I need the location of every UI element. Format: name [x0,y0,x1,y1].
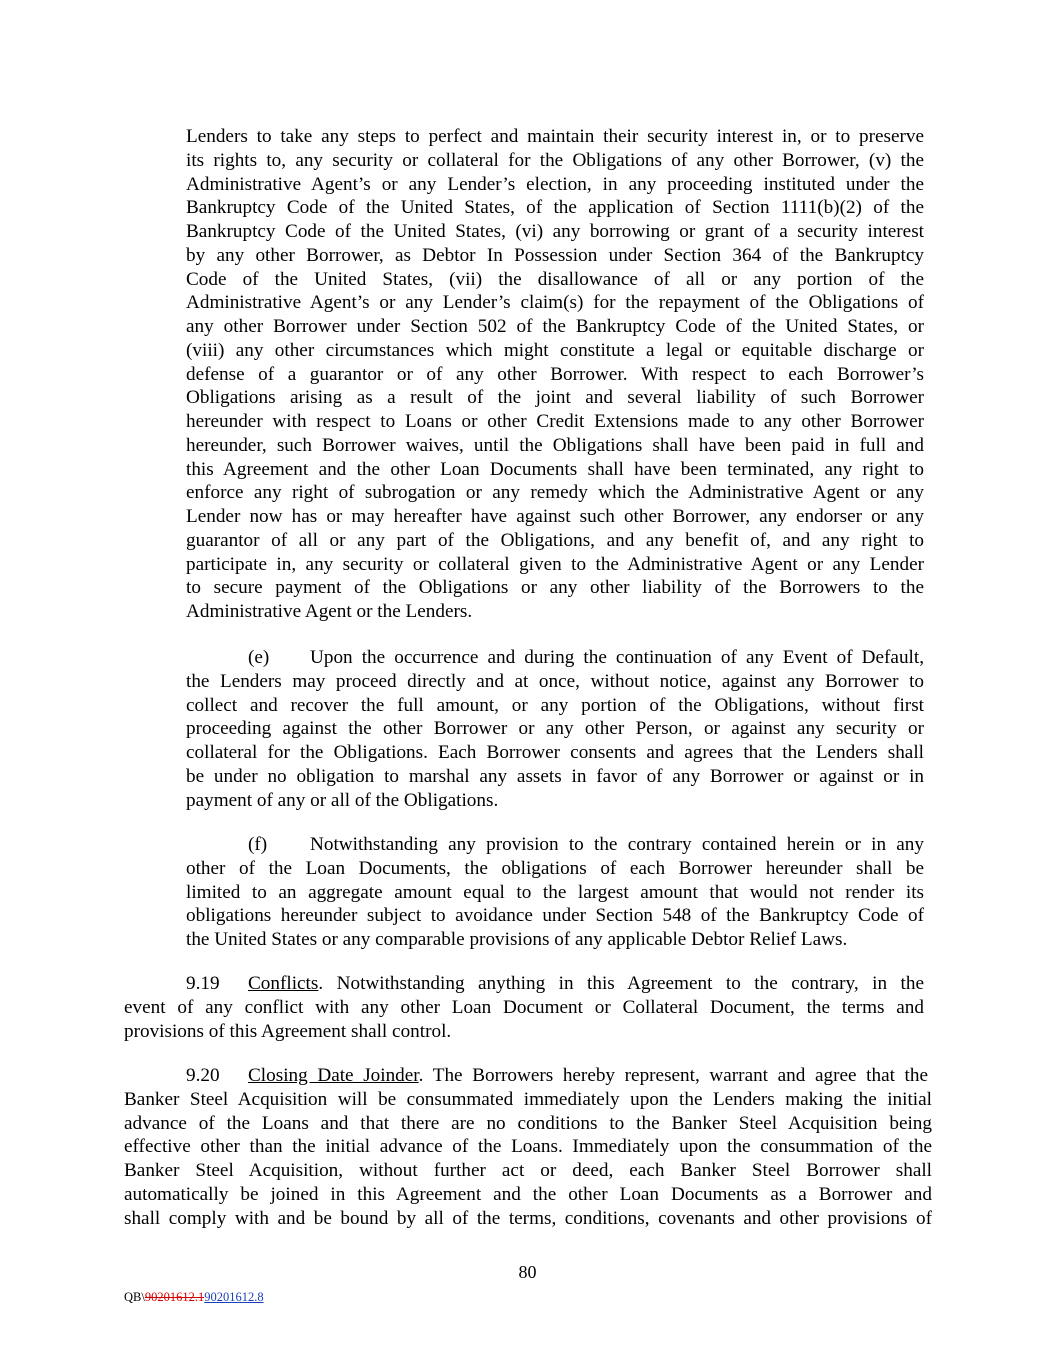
section-9-20-number: 9.20 [186,1065,220,1086]
text-line: (viii) any other circumstances which might constitute a legal or equitable discharge or [186,339,924,361]
text-line: hereunder with respect to Loans or other Credit Extensions made to any other Borrower [186,411,924,432]
text-line: effective other than the initial advance of the Loans. Immediately upon the consummation of the [124,1136,932,1158]
text-line: Banker Steel Acquisition will be consummated immediately upon the Lenders making the initial [124,1088,932,1110]
text-line: the United States or any comparable provisions of any applicable Debtor Relief Laws. [186,929,848,950]
section-9-19 [124,972,924,1043]
paragraph-e [186,646,924,812]
text-line: any other Borrower under Section 502 of the Bankruptcy Code of the United States, or [186,316,924,337]
text-line: participate in, any security or collateral given to the Administrative Agent or any Lender [186,553,924,575]
text-line: this Agreement and the other Loan Documents shall have been terminated, any right to [186,458,924,480]
section-9-20-first-line: 9.20 Closing Date Joinder. The Borrowers hereby represent, warrant and agree that the [186,1065,928,1086]
text-line: obligations hereunder subject to avoidance under Section 548 of the Bankruptcy Code of [186,905,924,927]
text-line: the Lenders may proceed directly and at once, without notice, against any Borrower to [186,670,924,692]
text-line: payment of any or all of the Obligations. [186,789,499,811]
paragraph-e-marker: (e) [248,647,270,668]
text-line: other of the Loan Documents, the obligations of each Borrower hereunder shall be [186,857,924,879]
text-line: Bankruptcy Code of the United States, (vi) any borrowing or grant of a security interest [186,221,924,242]
text-line: collateral for the Obligations. Each Borrower consents and agrees that the Lenders shall [186,742,924,763]
doc-id-inserted[interactable]: 90201612.8 [204,1290,264,1304]
text-line: by any other Borrower, as Debtor In Possession under Section 364 of the Bankruptcy [186,244,924,266]
text-line: event of any conflict with any other Loan Document or Collateral Document, the terms and [124,996,924,1018]
text-line: be under no obligation to marshal any assets in favor of any Borrower or against or in [186,765,924,787]
text-line: proceeding against the other Borrower or any other Person, or against any security or [186,718,924,740]
document-id [124,1290,264,1305]
text-line: Code of the United States, (vii) the disallowance of all or any portion of the [186,268,924,290]
section-9-19-heading: Conflicts [248,973,319,994]
text-line: Bankruptcy Code of the United States, of the application of Section 1111(b)(2) of the [186,197,924,219]
text-line: hereunder, such Borrower waives, until the Obligations shall have been paid in full and [186,434,924,456]
section-9-19-first-line: 9.19 Conflicts. Notwithstanding anything in this Agreement to the contrary, in the [186,973,924,994]
text-line: collect and recover the full amount, or any portion of the Obligations, without first [186,694,924,716]
text-line: automatically be joined in this Agreement and the other Loan Documents as a Borrower and [124,1183,932,1205]
text-line: Administrative Agent’s or any Lender’s claim(s) for the repayment of the Obligations of [186,292,924,314]
text-line: enforce any right of subrogation or any remedy which the Administrative Agent or any [186,482,924,504]
text-line: its rights to, any security or collateral for the Obligations of any other Borrower, (v) the [186,149,924,171]
text-line: Lender now has or may hereafter have against such other Borrower, any endorser or any [186,506,924,527]
paragraph-e-first-line: (e) Upon the occurrence and during the continuation of any Event of Default, [248,647,924,668]
section-9-20-heading: Closing Date Joinder [248,1065,419,1086]
text-line: defense of a guarantor or of any other Borrower. With respect to each Borrower’s [186,363,924,385]
text-line: Lenders to take any steps to perfect and maintain their security interest in, or to preserve [186,126,924,147]
paragraph-f-marker: (f) [248,834,268,855]
paragraph-f-first-line: (f) Notwithstanding any provision to the contrary contained herein or in any [248,834,924,855]
paragraph-f [186,833,924,952]
text-line: shall comply with and be bound by all of the terms, conditions, covenants and other provisions of [124,1207,932,1229]
text-line: Administrative Agent or the Lenders. [186,601,473,622]
page-number: 80 [518,1262,537,1282]
text-line: provisions of this Agreement shall control. [124,1020,452,1042]
section-9-19-number: 9.19 [186,973,220,994]
text-line: limited to an aggregate amount equal to the largest amount that would not render its [186,881,924,903]
text-line: guarantor of all or any part of the Obligations, and any benefit of, and any right to [186,529,924,551]
section-9-20 [124,1064,932,1230]
doc-id-deleted: 90201612.1 [144,1290,205,1304]
text-line: to secure payment of the Obligations or any other liability of the Borrowers to the [186,577,924,599]
paragraph-continuation [186,125,924,624]
text-line: advance of the Loans and that there are no conditions to the Banker Steel Acquisition being [124,1112,932,1134]
text-line: Banker Steel Acquisition, without further act or deed, each Banker Steel Borrower shall [124,1160,932,1181]
doc-id-prefix: QB\ [124,1290,145,1304]
text-line: Administrative Agent’s or any Lender’s election, in any proceeding instituted under the [186,173,924,195]
text-line: Obligations arising as a result of the joint and several liability of such Borrower [186,387,924,409]
